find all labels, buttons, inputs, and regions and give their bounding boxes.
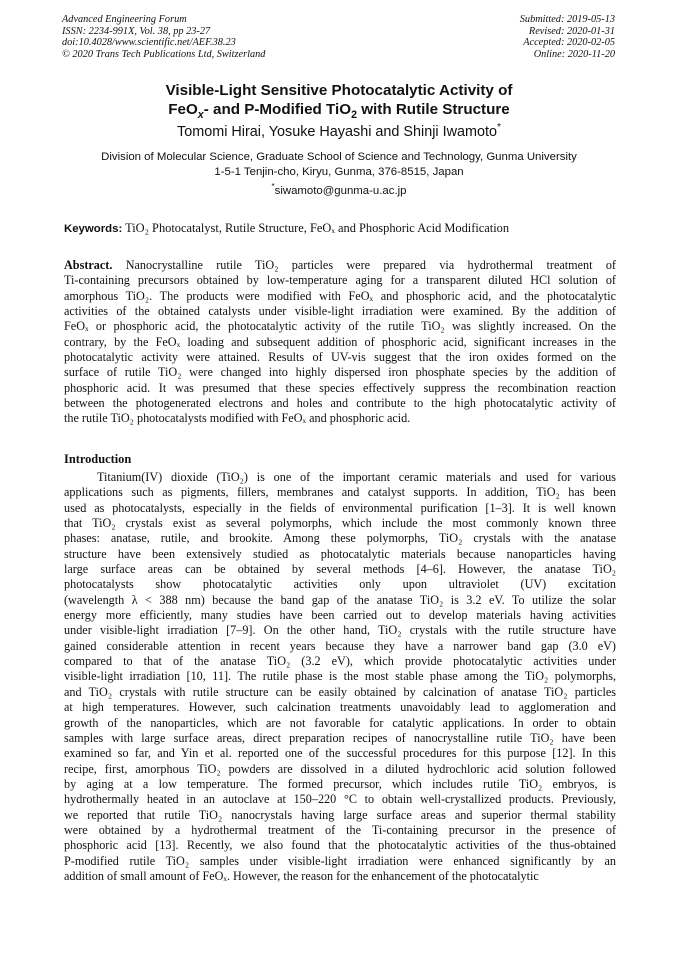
text-line — [64, 608, 616, 623]
text-line — [64, 273, 616, 288]
corresponding-email — [40, 184, 638, 199]
line-text: growth of the nanoparticles, which are not favorable for catalytic applications. In order to obtain — [64, 715, 616, 730]
text-line — [64, 731, 616, 746]
text-line — [64, 838, 616, 853]
line-text: energy more efficiently, many studies have been carried out to develop materials having activities — [64, 608, 616, 623]
text-line — [64, 808, 616, 823]
line-text: by aging at a low temperature. The formed precursor, which includes rutile TiO₂ embryos, is — [64, 776, 616, 791]
title-line-1: Visible-Light Sensitive Photocatalytic Activity of — [165, 82, 513, 99]
text-line — [64, 319, 616, 334]
line-text: Titanium(IV) dioxide (TiO₂) is one of the important ceramic materials and used for various — [97, 470, 616, 484]
keywords-label: Keywords: — [64, 223, 123, 235]
text-line — [64, 577, 616, 592]
text-line — [64, 350, 616, 365]
abstract-label: Abstract. — [64, 258, 113, 272]
keywords — [64, 221, 616, 237]
text-line — [64, 746, 616, 761]
text-line — [64, 381, 616, 396]
line-text: between the photogenerated electrons and holes and contribute to the high photocatalytic activity of — [64, 396, 616, 411]
line-text: recipe, first, amorphous TiO₂ powders are dissolved in a diluted hydrochloric acid solution followed — [64, 761, 616, 776]
text-line — [64, 304, 616, 319]
title-line-2 — [40, 101, 638, 120]
title-part: with Rutile Structure — [357, 100, 510, 118]
text-line — [64, 685, 616, 700]
line-text: used as photocatalysts, especially in the fields of environmental purification [1–3]. It is well known — [64, 500, 616, 515]
line-text: amorphous TiO₂. The products were modified with FeOₓ and phosphoric acid, and the photocatalytic — [64, 288, 616, 303]
text-line — [64, 654, 616, 669]
line-text: (wavelength λ < 388 nm) because the band gap of the anatase TiO₂ is 3.2 eV. To utilize the solar — [64, 592, 616, 607]
text-line — [64, 516, 616, 531]
text-line — [64, 485, 616, 500]
text-line — [64, 639, 616, 654]
corresponding-mark: * — [497, 122, 501, 134]
text-line — [64, 501, 616, 516]
line-text: applications such as pigments, fillers, membranes and catalyst supports. In addition, TiO₂ has been — [64, 485, 616, 500]
line-text: Nanocrystalline rutile TiO₂ particles were prepared via hydrothermal treatment of — [112, 258, 616, 272]
line-text: phases: anatase, rutile, and brookite. Among these polymorphs, TiO₂ crystals with the anatase — [64, 531, 616, 546]
line-text: gained considerable attention in recent years because they have a narrower band gap (3.0 eV) — [64, 638, 616, 653]
line-text: photocatalysts show photocatalytic activities only upon ultraviolet (UV) excitation — [64, 577, 616, 592]
abstract — [64, 258, 616, 427]
text-line — [64, 547, 616, 562]
date-online: Online: 2020-11-20 — [533, 48, 615, 60]
title-part: FeO — [168, 100, 198, 118]
journal-name: Advanced Engineering Forum — [62, 14, 187, 25]
line-text: examined so far, and Yin et al. reported one of the successful procedures for this purpose [12]. In this — [64, 746, 616, 761]
line-text: were obtained by a hydrothermal treatment of the Ti-containing precursor in the presence of — [64, 822, 616, 837]
line-text: that TiO₂ crystals exist as several polymorphs, which include the most commonly known three — [64, 516, 616, 531]
date-submitted: Submitted: 2019-05-13 — [519, 14, 615, 25]
affiliation-line-1: Division of Molecular Science, Graduate School of Science and Technology, Gunma University — [101, 151, 577, 163]
text-line — [64, 365, 616, 380]
title-part: - and P-Modified TiO — [203, 100, 352, 118]
line-text: addition of small amount of FeOₓ. However, the reason for the enhancement of the photocatalytic — [64, 868, 539, 883]
text-line — [64, 669, 616, 684]
text-line — [64, 562, 616, 577]
line-text: the rutile TiO₂ photocatalysts modified with FeOₓ and phosphoric acid. — [64, 411, 411, 426]
introduction-body — [64, 470, 616, 884]
text-line — [64, 396, 616, 411]
text-line — [64, 777, 616, 792]
text-line — [64, 823, 616, 838]
email-address[interactable]: siwamoto@gunma-u.ac.jp — [274, 185, 407, 197]
text-line — [64, 792, 616, 807]
line-text: under visible-light irradiation [7–9]. On the other hand, TiO₂ crystals with the rutile structure have — [64, 623, 616, 638]
line-text: phosphoric acid. It was presumed that these species effectively suppress the recombination reaction — [64, 380, 616, 395]
text-line — [64, 593, 616, 608]
text-line — [64, 869, 616, 884]
line-text: visible-light irradiation [10, 11]. The rutile phase is the most stable phase among the TiO₂ polymorphs, — [64, 669, 616, 684]
text-line — [64, 716, 616, 731]
date-accepted: Accepted: 2020-02-05 — [523, 37, 615, 49]
author-list — [40, 124, 638, 141]
text-line — [64, 854, 616, 869]
line-text: structure have been extensively studied as photocatalytic materials because nanoparticles having — [64, 546, 616, 561]
keywords-text: TiO₂ Photocatalyst, Rutile Structure, FeOₓ and Phosphoric Acid Modification — [125, 221, 510, 235]
line-text: phosphoric acid [13]. Recently, we also found that the photocatalytic activities of the thus-obtained — [64, 838, 616, 853]
journal-copyright: © 2020 Trans Tech Publications Ltd, Switzerland — [62, 48, 266, 60]
journal-issn: ISSN: 2234-991X, Vol. 38, pp 23-27 — [62, 25, 211, 37]
paper-title — [40, 82, 638, 119]
affiliation — [40, 150, 638, 180]
affiliation-line-2: 1-5-1 Tenjin-cho, Kiryu, Gunma, 376-8515, Japan — [214, 166, 464, 178]
email-mark: * — [271, 182, 275, 192]
line-text: activities of the obtained catalysts under visible-light irradiation were examined. By the addition of — [64, 304, 616, 319]
line-text: at high temperatures. However, such calcination treatments unavoidably lead to agglomeration and — [64, 700, 616, 715]
line-text: FeOₓ or phosphoric acid, the photocatalytic activity of the rutile TiO₂ was slightly increased. On the — [64, 319, 616, 334]
publication-dates — [520, 14, 615, 60]
line-text: surface of rutile TiO₂ were changed into highly dispersed iron phosphate species by the addition of — [64, 365, 616, 380]
line-text: hydrothermally heated in an autoclave at 150–220 °C to obtain well-crystallized products. Previously, — [64, 792, 616, 807]
text-line — [64, 289, 616, 304]
journal-info — [62, 14, 265, 60]
line-text: photocatalytic activity were attained. Results of UV-vis suggest that the iron oxides formed on the — [64, 350, 616, 365]
text-line — [64, 411, 616, 426]
introduction-heading: Introduction — [64, 452, 132, 466]
line-text: and TiO₂ crystals with rutile structure can be easily obtained by calcination of anatase TiO₂ particles — [64, 684, 616, 699]
title-sub-2: 2 — [351, 108, 358, 121]
date-revised: Revised: 2020-01-31 — [528, 25, 615, 37]
journal-doi: doi:10.4028/www.scientific.net/AEF.38.23 — [62, 37, 236, 49]
text-line — [64, 700, 616, 715]
text-line — [64, 258, 616, 273]
text-line — [64, 470, 616, 485]
line-text: samples with large surface areas, direct preparation recipes of nanocrystalline rutile TiO₂ have been — [64, 730, 616, 745]
line-text: Ti-containing precursors obtained by low-temperature aging for a transparent diluted HCl solution of — [64, 273, 616, 288]
line-text: we reported that rutile TiO₂ nanocrystals having large surface areas and superior thermal stability — [64, 807, 616, 822]
author-names: Tomomi Hirai, Yosuke Hayashi and Shinji Iwamoto — [177, 124, 497, 140]
text-line — [64, 531, 616, 546]
line-text: contrary, by the FeOₓ loading and subsequent addition of phosphoric acid, significant increases in the — [64, 334, 616, 349]
title-sub-x: x — [197, 108, 204, 121]
text-line — [64, 762, 616, 777]
text-line — [64, 623, 616, 638]
text-line — [64, 335, 616, 350]
line-text: compared to that of the anatase TiO₂ (3.2 eV), which provide photocatalytic activities under — [64, 654, 616, 669]
line-text: large surface areas can be obtained by several methods [4–6]. However, the anatase TiO₂ — [64, 562, 616, 577]
line-text: P-modified rutile TiO₂ samples under visible-light irradiation were enhanced significantly by an — [64, 853, 616, 868]
